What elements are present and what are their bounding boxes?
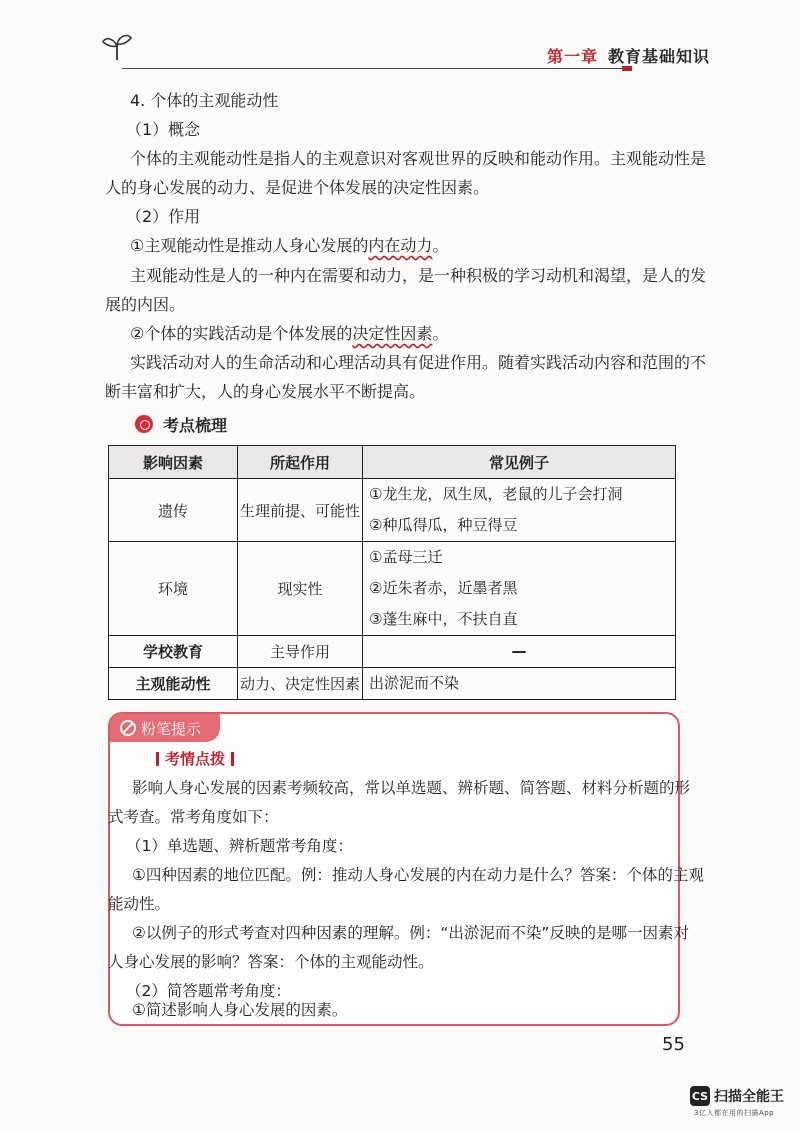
tip-s1: （1）单选题、辨析题常考角度： (126, 837, 353, 855)
factor-cell: 主观能动性 (109, 668, 238, 700)
factor-cell: 学校教育 (109, 636, 238, 668)
header-rule (122, 68, 624, 69)
tip-p1-line2: 式考查。常考角度如下： (108, 808, 279, 826)
header-examples: 常见例子 (363, 446, 676, 479)
example-item: — (511, 642, 527, 660)
chapter-label: 第一章 (546, 47, 598, 66)
tip-s2: （2）简答题常考角度： (126, 982, 291, 1000)
no-sign-icon (120, 720, 136, 736)
concept-line-1: 个体的主观能动性是指人的主观意识对客观世界的反映和能动作用。主观能动性是 (130, 149, 707, 168)
tip-s1-b1: ②以例子的形式考查对四种因素的理解。例：“出淤泥而不染”反映的是哪一因素对 (132, 924, 689, 942)
example-item: ①龙生龙，凤生凤，老鼠的儿子会打洞 (369, 485, 623, 503)
example-item: ②种瓜得瓜，种豆得豆 (369, 516, 518, 534)
examples-cell (363, 668, 676, 700)
factor-cell: 环境 (109, 542, 238, 636)
effect-1 (130, 233, 448, 256)
tip-s1-a1: ①四种因素的地位匹配。例：推动人身心发展的内在动力是什么？答案：个体的主观 (132, 866, 704, 884)
tip-subtitle-text: 考情点拨 (165, 750, 226, 768)
header-factor: 影响因素 (109, 446, 238, 479)
example-item: 出淤泥而不染 (369, 674, 460, 692)
factor-cell: 遗传 (109, 479, 238, 542)
example-item: ③蓬生麻中，不扶自直 (369, 610, 518, 628)
tip-p1-line1: 影响人身心发展的因素考频较高，常以单选题、辨析题、简答题、材料分析题的形 (132, 779, 691, 797)
tip-box (108, 712, 704, 1026)
table-row (109, 479, 676, 542)
tip-s1-b2: 人身心发展的影响？答案：个体的主观能动性。 (108, 953, 434, 971)
factor-table (108, 445, 676, 700)
table-row (109, 668, 676, 700)
page-number: 55 (662, 1034, 685, 1055)
examples-cell (363, 479, 676, 542)
role-cell: 现实性 (238, 542, 363, 636)
effect-2-key: 决定性因素 (352, 324, 433, 343)
effect-1-desc-1: 主观能动性是人的一种内在需要和动力，是一种积极的学习动机和渴望，是人的发 (130, 266, 707, 285)
effect-2-desc-1: 实践活动对人的生命活动和心理活动具有促进作用。随着实践活动内容和范围的不 (130, 353, 707, 372)
examples-cell (363, 542, 676, 636)
effect-2 (130, 321, 448, 344)
header-title (547, 44, 710, 67)
table-row (109, 542, 676, 636)
chapter-title: 教育基础知识 (607, 47, 710, 66)
scanner-name: 扫描全能王 (714, 1089, 784, 1105)
scanner-logo: CS (690, 1086, 710, 1106)
effect-1-prefix: ①主观能动性是推动人身心发展的 (130, 236, 369, 255)
examples-cell (363, 636, 676, 668)
table-header-row (109, 446, 676, 479)
effect-1-desc-2: 展的内因。 (105, 295, 186, 314)
tip-tab-label: 粉笔提示 (141, 719, 202, 738)
effect-2-prefix: ②个体的实践活动是个体发展的 (130, 324, 353, 343)
sprout-icon (100, 30, 134, 64)
role-cell: 生理前提、可能性 (238, 479, 363, 542)
page-header (100, 28, 710, 68)
tip-s1-a2: 能动性。 (108, 895, 171, 913)
scanner-watermark (690, 1082, 790, 1122)
tip-subtitle (150, 748, 240, 769)
tip-s2-a: ①简述影响人身心发展的因素。 (132, 1001, 348, 1019)
header-role: 所起作用 (238, 446, 363, 479)
concept-line-2: 人的身心发展的动力、是促进个体发展的决定性因素。 (105, 178, 490, 197)
effect-2-desc-2: 断丰富和扩大，人的身心发展水平不断提高。 (105, 382, 426, 401)
effect-label: （2）作用 (126, 207, 201, 226)
review-badge-icon (135, 415, 153, 433)
role-cell: 动力、决定性因素 (238, 668, 363, 700)
example-item: ①孟母三迁 (369, 548, 443, 566)
concept-label: （1）概念 (126, 120, 201, 139)
review-title-text: 考点梳理 (163, 415, 228, 435)
tip-tab (110, 714, 220, 742)
review-title (135, 413, 227, 435)
table-row (109, 636, 676, 668)
effect-1-suffix: 。 (432, 236, 449, 255)
section-heading: 4. 个体的主观能动性 (130, 91, 279, 110)
effect-1-key: 内在动力 (368, 236, 433, 255)
effect-2-suffix: 。 (432, 324, 449, 343)
example-item: ②近朱者赤，近墨者黑 (369, 579, 518, 597)
role-cell: 主导作用 (238, 636, 363, 668)
scanner-slogan: 3亿人都在用的扫描App (694, 1109, 775, 1117)
